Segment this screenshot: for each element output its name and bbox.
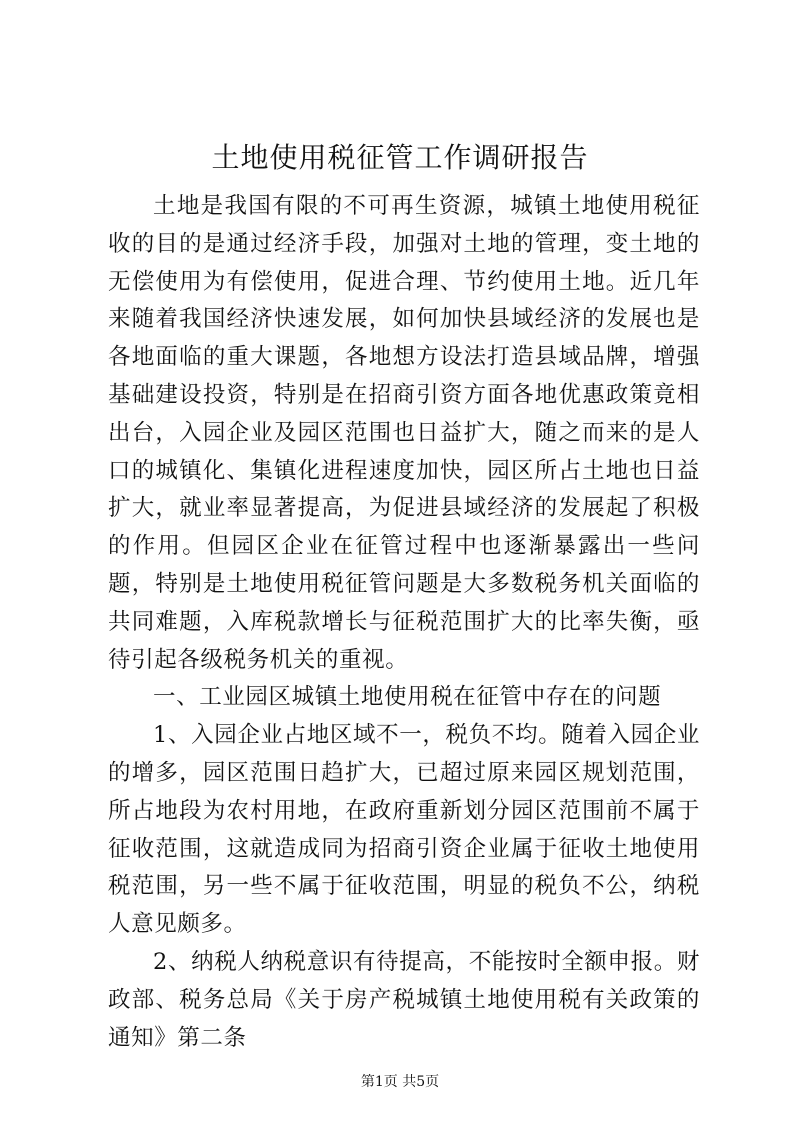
paragraph-intro: 土地是我国有限的不可再生资源，城镇土地使用税征收的目的是通过经济手段，加强对土地的管理，变土地的无偿使用为有偿使用，促进合理、节约使用土地。近几年来随着我国经济快速发展，如何加快县域经济的发展也是各地面临的重大课题，各地想方设法打造县域品牌，增强基础建设投资，特别是在招商引资方面各地优惠政策竟相出台，入园企业及园区范围也日益扩大，随之而来的是人口的城镇化、集镇化进程速度加快，园区所占土地也日益扩大，就业率显著提高，为促进县域经济的发展起了积极的作用。但园区企业在征管过程中也逐渐暴露出一些问题，特别是土地使用税征管问题是大多数税务机关面临的共同难题，入库税款增长与征税范围扩大的比率失衡，亟待引起各级税务机关的重视。 [108, 193, 700, 673]
document-title: 土地使用税征管工作调研报告 [211, 141, 589, 174]
page-footer [0, 1072, 800, 1092]
paragraph-item-2: 2、纳税人纳税意识有待提高，不能按时全额申报。财政部、税务总局《关于房产税城镇土地使用税有关政策的通知》第二条 [108, 948, 700, 1051]
section-heading-1: 一、工业园区城镇土地使用税在征管中存在的问题 [153, 684, 662, 711]
document-body [108, 188, 700, 1057]
page-number: 第1页 共5页 [360, 1074, 440, 1090]
paragraph-item-1: 1、入园企业占地区域不一，税负不均。随着入园企业的增多，园区范围日趋扩大，已超过原来园区规划范围，所占地段为农村用地，在政府重新划分园区范围前不属于征收范围，这就造成同为招商引资企业属于征收土地使用税范围，另一些不属于征收范围，明显的税负不公，纳税人意见颇多。 [108, 722, 700, 938]
